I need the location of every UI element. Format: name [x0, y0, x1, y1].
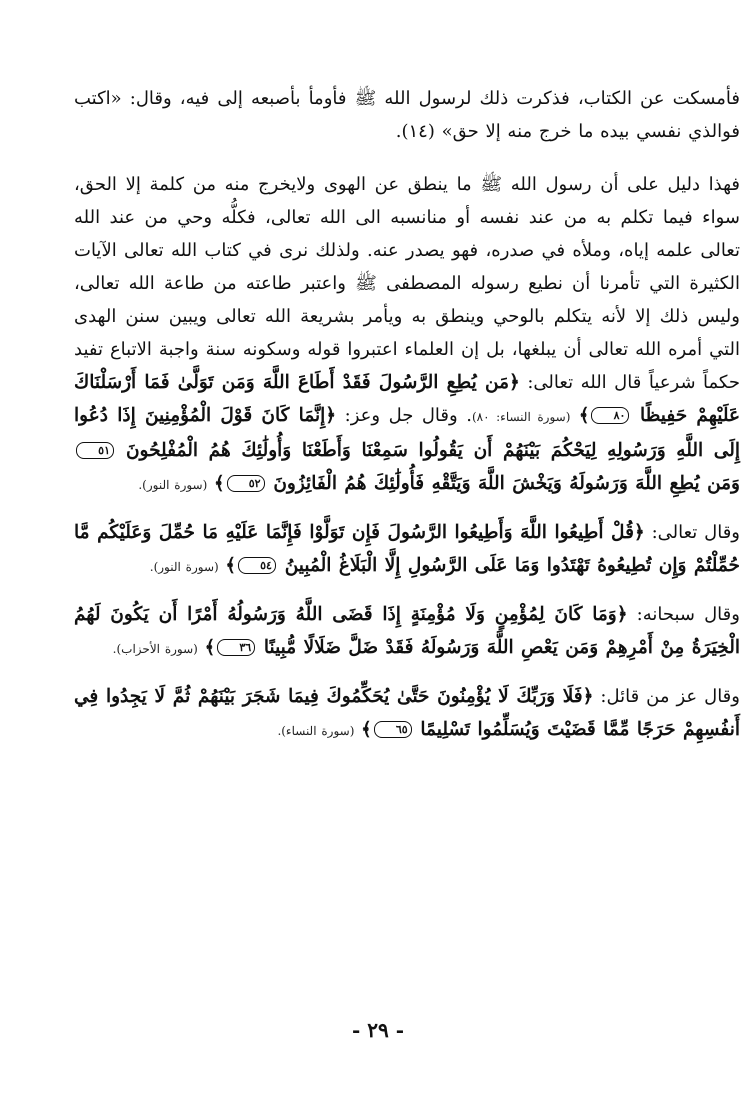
- paragraph-3-intro: وقال تعالى:: [651, 522, 740, 543]
- closing-bracket: ﴾: [214, 473, 225, 494]
- verse-nur-54: ﴿قُلْ أَطِيعُوا اللَّهَ وَأَطِيعُوا الرَّسُولَ فَإِن تَوَلَّوْا فَإِنَّمَا عَلَيْهِ مَا حُمِّلَ وَعَلَيْكُم مَّا حُمِّلْتُمْ وَإِن تُطِيعُوهُ تَهْتَدُوا وَمَا عَلَى الرَّسُولِ إِلَّا الْبَلَاغُ الْمُبِينُ: [74, 522, 740, 576]
- paragraph-3: [74, 516, 740, 584]
- ayah-number-marker: ٨٠: [591, 407, 629, 424]
- ayah-number-marker: ٣٦: [217, 639, 255, 656]
- paragraph-2: [74, 168, 740, 502]
- closing-bracket: ﴾: [225, 555, 236, 576]
- surah-citation: (سورة النساء: ٨٠): [471, 410, 571, 424]
- surah-citation: (سورة النور).: [138, 478, 208, 492]
- paragraph-5-intro: وقال عز من قائل:: [600, 686, 740, 707]
- paragraph-5: [74, 680, 740, 748]
- ayah-number-marker: ٥٤: [238, 557, 276, 574]
- page-body: [74, 82, 740, 748]
- verse-nisa-65: ﴿فَلَا وَرَبِّكَ لَا يُؤْمِنُونَ حَتَّىٰ يُحَكِّمُوكَ فِيمَا شَجَرَ بَيْنَهُمْ ثُمَّ لَا يَجِدُوا فِي أَنفُسِهِمْ حَرَجًا مِّمَّا قَضَيْتَ وَيُسَلِّمُوا تَسْلِيمًا: [74, 686, 740, 740]
- ayah-number-marker: ٥١: [76, 442, 114, 459]
- paragraph-2-text: فهذا دليل على أن رسول الله ﷺ ما ينطق عن الهوى ولايخرج منه من كلمة إلا الحق، سواء فيما تكلم به من عند نفسه أو منانسبه الى الله تعالى، فكلُّه وحي من عند الله تعالى علمه إياه، وملأه في صدره، فهو يصدر عنه. ولذلك نرى في كتاب الله تعالى الآيات الكثيرة التي تأمرنا أن نطيع رسوله المصطفى ﷺ واعتبر طاعته من طاعة الله تعالى، وليس ذلك إلا لأنه يتكلم بالوحي وينطق به ويأمر بشريعة الله تعالى ويبين سنن الهدى التي أمره الله تعالى أن يبلغها، بل إن العلماء اعتبروا قوله وسكونه سنة واجبة الاتباع تفيد حكماً شرعياً قال الله تعالى:: [74, 174, 740, 393]
- paragraph-4: [74, 598, 740, 666]
- verse-ahzab-36: ﴿وَمَا كَانَ لِمُؤْمِنٍ وَلَا مُؤْمِنَةٍ إِذَا قَضَى اللَّهُ وَرَسُولُهُ أَمْرًا أَن يَكُونَ لَهُمُ الْخِيَرَةُ مِنْ أَمْرِهِمْ وَمَن يَعْصِ اللَّهَ وَرَسُولَهُ فَقَدْ ضَلَّ ضَلَالًا مُّبِينًا: [74, 604, 740, 658]
- verse-nur-52: وَمَن يُطِعِ اللَّهَ وَرَسُولَهُ وَيَخْشَ اللَّهَ وَيَتَّقْهِ فَأُولَٰئِكَ هُمُ الْفَائِزُونَ: [273, 473, 740, 494]
- surah-citation: (سورة النساء).: [277, 724, 355, 738]
- paragraph-2-connector: . وقال جل وعز:: [344, 405, 472, 426]
- verse-nur-51: ﴿إِنَّمَا كَانَ قَوْلَ الْمُؤْمِنِينَ إِذَا دُعُوا إِلَى اللَّهِ وَرَسُولِهِ لِيَحْكُمَ بَيْنَهُمْ أَن يَقُولُوا سَمِعْنَا وَأَطَعْنَا وَأُولَٰئِكَ هُمُ الْمُفْلِحُونَ: [74, 405, 740, 461]
- ayah-number-marker: ٦٥: [374, 721, 412, 738]
- page-number: - ٢٩ -: [351, 1018, 404, 1042]
- surah-citation: (سورة النور).: [149, 560, 219, 574]
- closing-bracket: ﴾: [204, 637, 216, 658]
- paragraph-1: [74, 82, 740, 148]
- paragraph-1-text: فأمسكت عن الكتاب، فذكرت ذلك لرسول الله ﷺ فأومأ بأصبعه إلى فيه، وقال: «اكتب فوالذي نفسي بيده ما خرج منه إلا حق» (١٤).: [74, 88, 740, 142]
- ayah-number-marker: ٥٢: [227, 475, 265, 492]
- paragraph-4-intro: وقال سبحانه:: [636, 604, 740, 625]
- closing-bracket: ﴾: [578, 405, 590, 426]
- closing-bracket: ﴾: [361, 719, 372, 740]
- surah-citation: (سورة الأحزاب).: [112, 642, 198, 656]
- verse-nisa-80: ﴿مَن يُطِعِ الرَّسُولَ فَقَدْ أَطَاعَ اللَّهَ وَمَن تَوَلَّىٰ فَمَا أَرْسَلْنَاكَ عَلَيْهِمْ حَفِيظًا: [74, 372, 740, 426]
